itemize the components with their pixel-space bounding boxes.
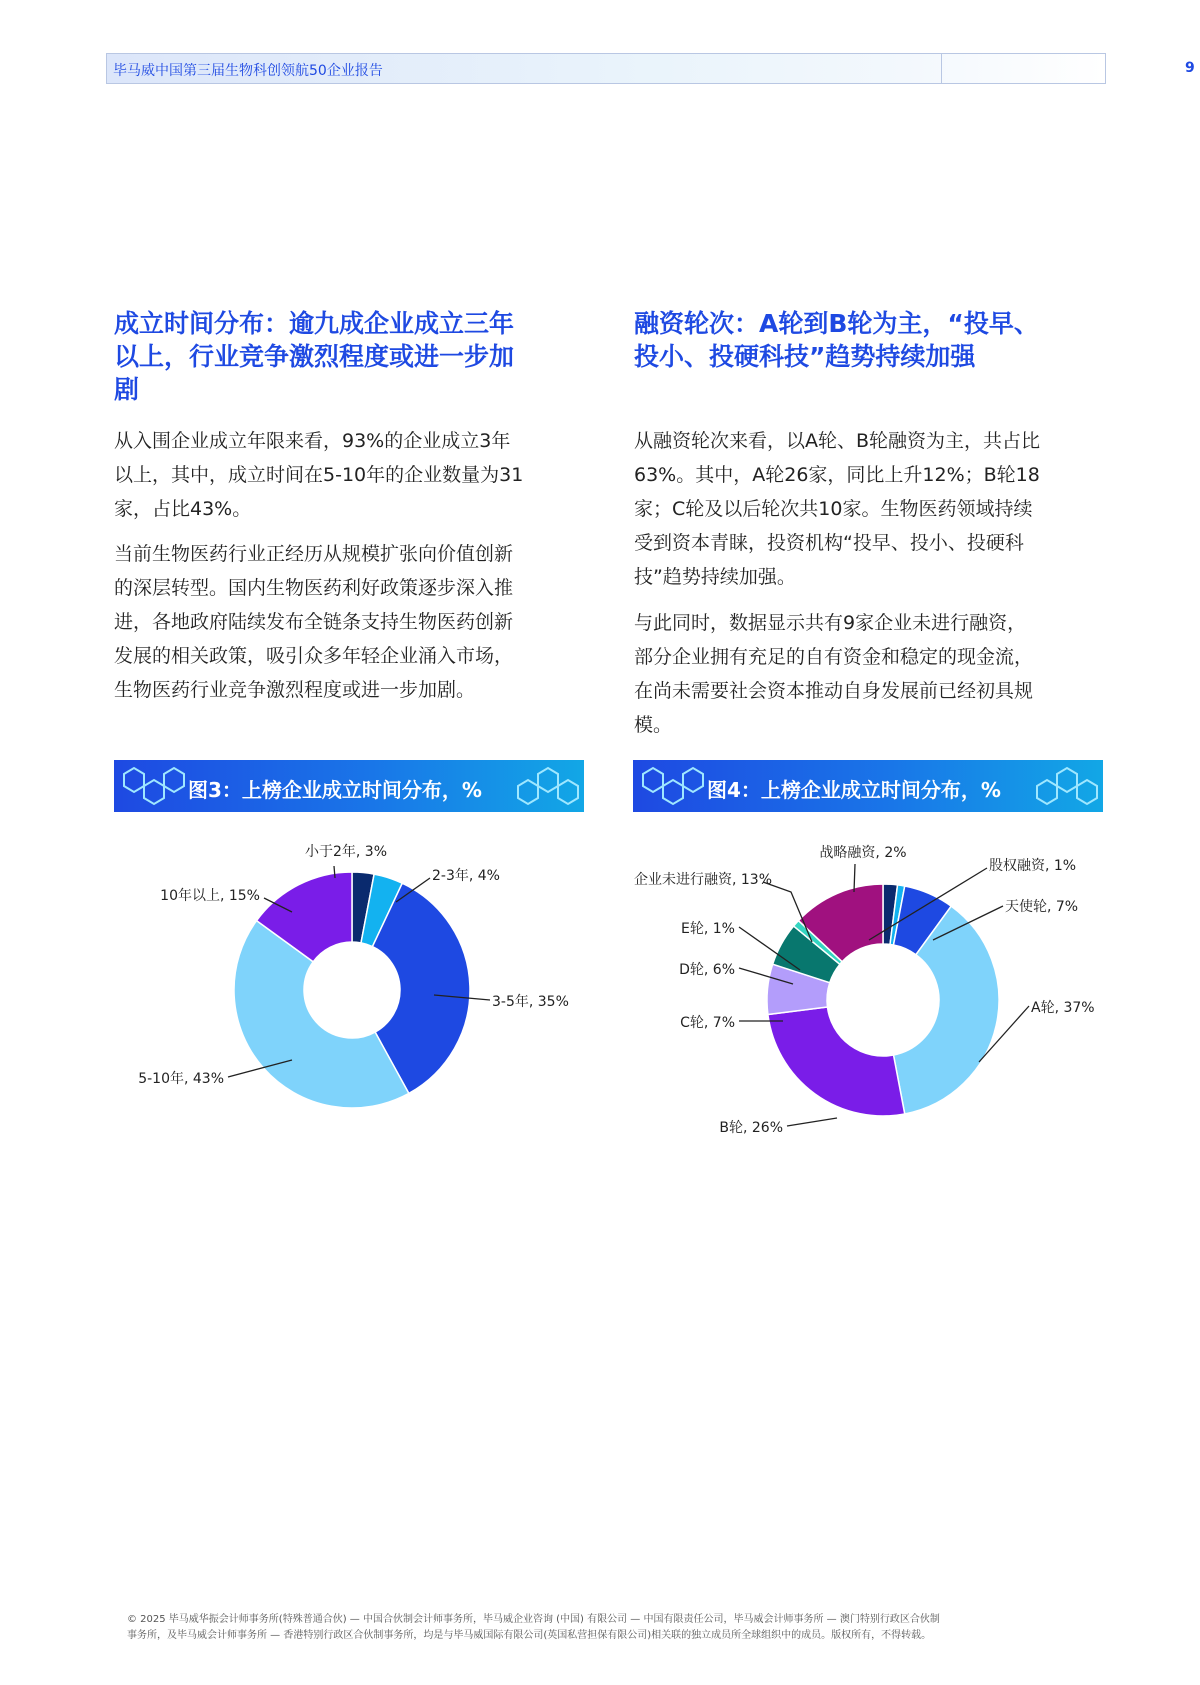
- text-line: 发展的相关政策，吸引众多年轻企业涌入市场，: [114, 645, 514, 667]
- slice-label: D轮, 6%: [679, 962, 735, 978]
- slice-label: A轮, 37%: [1031, 1000, 1095, 1016]
- slice-label: 5-10年, 43%: [138, 1071, 224, 1087]
- copyright-footer: [127, 1612, 1087, 1644]
- text-line: 的深层转型。国内生物医药利好政策逐步深入推: [114, 577, 514, 599]
- slice-label: 战略融资, 2%: [819, 845, 907, 861]
- text-line: 部分企业拥有充足的自有资金和稳定的现金流，: [634, 646, 1034, 668]
- text-line: 在尚未需要社会资本推动自身发展前已经初具规: [634, 680, 1034, 702]
- text-line: 与此同时，数据显示共有9家企业未进行融资，: [634, 612, 1027, 634]
- text-line: 当前生物医药行业正经历从规模扩张向价值创新: [114, 543, 514, 565]
- text-line: 从入围企业成立年限来看，93%的企业成立3年: [114, 430, 511, 452]
- text-line: 生物医药行业竞争激烈程度或进一步加剧。: [114, 679, 476, 701]
- hexagon-pattern-icon: [512, 760, 584, 812]
- left-section-title: [114, 307, 594, 406]
- text-line: 技”趋势持续加强。: [634, 566, 796, 588]
- right-section-title: [634, 307, 1104, 373]
- hexagon-pattern-icon: [114, 760, 189, 812]
- text-line: 模。: [634, 714, 673, 736]
- report-title: 毕马威中国第三届生物科创领航50企业报告: [113, 63, 383, 79]
- text-line: 从融资轮次来看，以A轮、B轮融资为主，共占比: [634, 430, 1041, 452]
- figure-4-donut-chart: [633, 830, 1113, 1150]
- figure-4-banner: [633, 760, 1103, 812]
- text-line: 进，各地政府陆续发布全链条支持生物医药创新: [114, 611, 514, 633]
- slice-label: 企业未进行融资, 13%: [633, 872, 773, 888]
- hexagon-pattern-icon: [633, 760, 708, 812]
- page-header: [106, 53, 1195, 84]
- slice-label: E轮, 1%: [681, 921, 735, 937]
- donut-slice: [768, 1007, 905, 1116]
- left-title-line: 成立时间分布：逾九成企业成立三年: [114, 309, 515, 338]
- right-title-line: 投小、投硬科技”趋势持续加强: [634, 342, 976, 371]
- figure-3-donut-chart: [114, 830, 594, 1150]
- text-line: 家，占比43%。: [114, 498, 252, 520]
- left-title-line: 剧: [114, 375, 140, 404]
- slice-label: 小于2年, 3%: [304, 844, 388, 860]
- leader-line: [787, 1118, 837, 1126]
- text-line: 受到资本青睐，投资机构“投早、投小、投硬科: [634, 532, 1024, 554]
- figure-3-banner: [114, 760, 584, 812]
- right-paragraph-1: [634, 424, 1104, 594]
- slice-label: 天使轮, 7%: [1005, 899, 1079, 915]
- text-line: 家；C轮及以后轮次共10家。生物医药领域持续: [634, 498, 1033, 520]
- footer-line: 事务所，及毕马威会计师事务所 — 香港特别行政区合伙制事务所，均是与毕马威国际有限公司(英国私营担保有限公司)相关联的独立成员所全球组织中的成员。版权所有，不得转载。: [127, 1630, 932, 1641]
- slice-label: 10年以上, 15%: [160, 888, 260, 904]
- right-paragraph-2: [634, 606, 1104, 742]
- text-line: 63%。其中，A轮26家，同比上升12%；B轮18: [634, 464, 1040, 486]
- left-title-line: 以上，行业竞争激烈程度或进一步加: [114, 342, 515, 371]
- page-number: 9: [1185, 60, 1195, 76]
- footer-line: © 2025 毕马威华振会计师事务所(特殊普通合伙) — 中国合伙制会计师事务所，毕马威企业咨询 (中国) 有限公司 — 中国有限责任公司，毕马威会计师事务所 — 澳门特别行政区合伙制: [127, 1614, 940, 1625]
- header-divider: [941, 54, 942, 83]
- figure-3-title: 图3：上榜企业成立时间分布，%: [188, 778, 482, 802]
- hexagon-pattern-icon: [1031, 760, 1103, 812]
- slice-label: B轮, 26%: [719, 1120, 783, 1136]
- slice-label: 股权融资, 1%: [989, 858, 1077, 874]
- text-line: 以上，其中，成立时间在5-10年的企业数量为31: [114, 464, 524, 486]
- slice-label: C轮, 7%: [680, 1015, 735, 1031]
- left-paragraph-2: [114, 537, 594, 707]
- right-title-line: 融资轮次：A轮到B轮为主，“投早、: [634, 309, 1039, 338]
- slice-label: 3-5年, 35%: [492, 994, 569, 1010]
- slice-label: 2-3年, 4%: [432, 868, 500, 884]
- figure-4-title: 图4：上榜企业成立时间分布，%: [707, 778, 1001, 802]
- left-paragraph-1: [114, 424, 594, 526]
